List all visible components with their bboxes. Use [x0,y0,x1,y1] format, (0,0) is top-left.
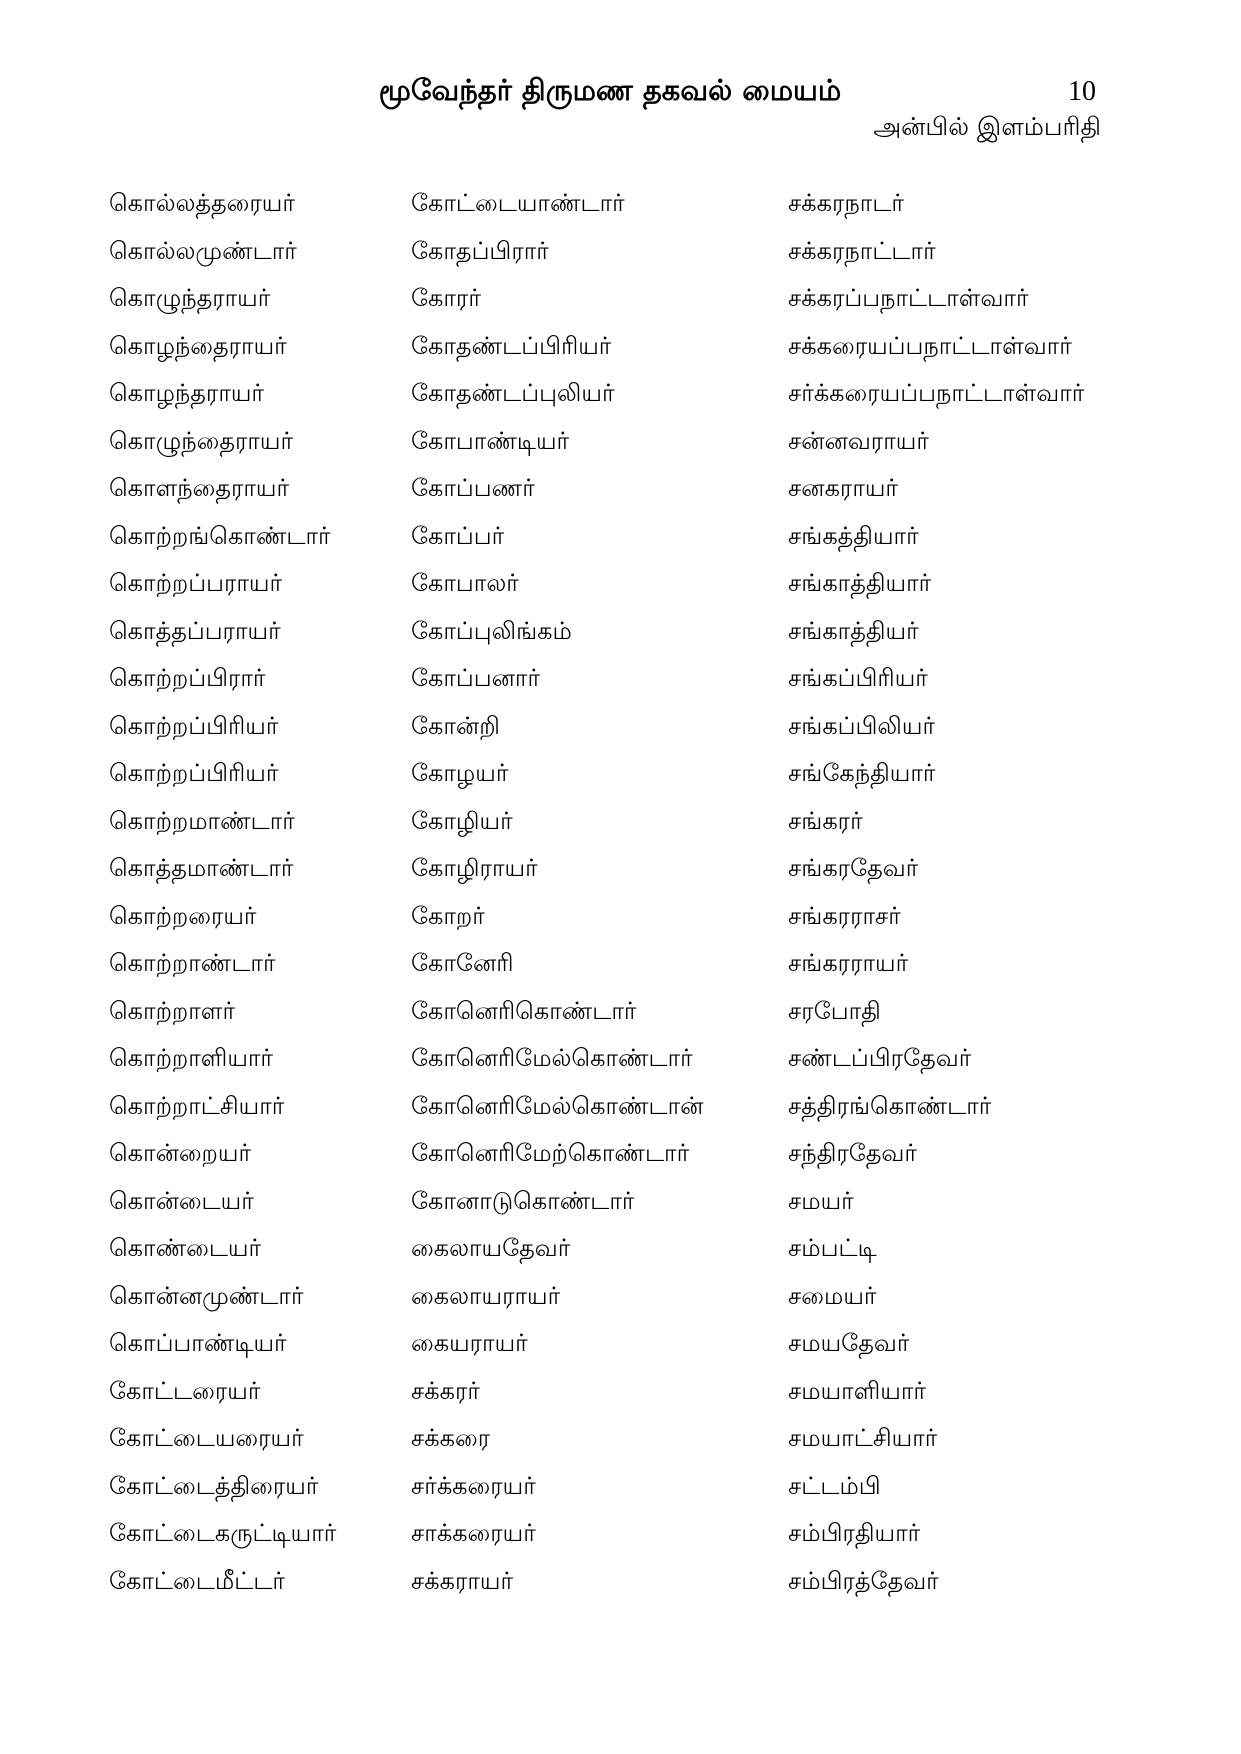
name-cell: கோனாடுகொண்டார் [411,1186,635,1215]
name-cell: சமையர் [788,1281,877,1310]
name-row [109,940,1219,988]
name-cell: கோழிராயர் [411,854,538,882]
name-cell: கொற்றங்கொண்டார் [109,521,331,550]
name-cell: சண்டப்பிரதேவர் [788,1044,972,1072]
name-cell: கோதப்பிரார் [411,236,549,265]
name-cell: சர்க்கரையப்பநாட்டாள்வார் [788,379,1085,407]
name-cell: கோப்புலிங்கம் [411,616,572,645]
name-row [109,1463,1219,1511]
name-row [109,418,1219,466]
name-cell: சங்கேந்தியார் [788,759,936,787]
name-cell: சங்காத்தியார் [788,569,932,597]
name-cell: கோட்டைத்திரையர் [109,1471,319,1500]
name-cell: சர்க்கரையர் [411,1471,536,1500]
name-row [109,1273,1219,1321]
name-cell: கொல்லமுண்டார் [109,236,297,265]
name-row [109,275,1219,323]
name-cell: கோனெரிமேற்கொண்டார் [411,1139,690,1167]
name-cell: சக்கரநாட்டார் [788,236,936,265]
name-cell: கோட்டையரையர் [109,1424,304,1452]
name-cell: சம்பிரத்தேவர் [788,1566,939,1595]
name-cell: கொற்றமாண்டார் [109,806,295,835]
name-cell: கொன்னமுண்டார் [109,1281,304,1310]
name-cell: கோனெரிமேல்கொண்டார் [411,1044,693,1072]
name-cell: கோபாண்டியர் [411,426,570,455]
name-table [109,180,1219,1605]
name-row [109,750,1219,798]
author-name: அன்பில் இளம்பரிதி [873,112,1101,141]
name-cell: கொழுந்தராயர் [109,284,271,312]
name-cell: சந்திரதேவர் [788,1139,917,1167]
name-cell: கோட்டைகருட்டியார் [109,1519,337,1547]
name-row [109,798,1219,846]
name-row [109,655,1219,703]
name-row [109,988,1219,1036]
name-row [109,608,1219,656]
name-cell: சக்கராயர் [411,1566,514,1595]
name-cell: கொழந்தைராயர் [109,331,287,360]
name-cell: சட்டம்பி [788,1471,881,1500]
name-cell: சக்கரையப்பநாட்டாள்வார் [788,331,1072,360]
name-row [109,370,1219,418]
name-row [109,1178,1219,1226]
name-cell: கோனெரிகொண்டார் [411,996,637,1025]
name-cell: சங்காத்தியர் [788,616,919,645]
name-cell: கொத்தப்பராயர் [109,616,281,645]
name-row [109,513,1219,561]
name-cell: கோனெரிமேல்கொண்டான் [411,1091,704,1120]
name-cell: சமயாட்சியார் [788,1424,938,1452]
name-cell: கோதண்டப்பிரியர் [411,331,612,360]
name-cell: கோப்பர் [411,521,505,550]
name-cell: கொப்பாண்டியர் [109,1329,287,1357]
name-row [109,893,1219,941]
name-cell: சங்கரர் [788,806,863,835]
name-row [109,323,1219,371]
page-number: 10 [1068,76,1096,107]
name-row [109,845,1219,893]
name-cell: கோழயர் [411,759,509,787]
name-cell: கொற்றாளியார் [109,1044,273,1072]
name-cell: சங்கப்பிலியர் [788,711,935,740]
name-row [109,1225,1219,1273]
name-row [109,1083,1219,1131]
name-row [109,1035,1219,1083]
name-cell: கொற்றப்பிரியர் [109,711,279,740]
name-cell: சங்கப்பிரியர் [788,664,928,692]
name-cell: சம்பட்டி [788,1234,877,1262]
name-cell: கொற்றப்பிரியர் [109,759,279,787]
name-cell: கோப்பணர் [411,474,535,502]
name-cell: கைலாயதேவர் [411,1234,571,1262]
name-row [109,1510,1219,1558]
name-cell: கொண்டையர் [109,1234,262,1262]
name-cell: சங்கரதேவர் [788,854,919,882]
name-cell: கொன்டையர் [109,1186,254,1215]
name-row [109,1558,1219,1606]
name-cell: கொற்றாளர் [109,996,235,1025]
name-cell: சமயதேவர் [788,1329,910,1357]
name-row [109,1415,1219,1463]
name-cell: கோட்டரையர் [109,1376,261,1405]
name-cell: சனகராயர் [788,474,898,502]
name-cell: சமயர் [788,1186,854,1215]
name-cell: சக்கரர் [411,1376,480,1405]
name-cell: கோறர் [411,901,485,930]
name-cell: சரபோதி [788,996,881,1025]
name-cell: கொளந்தைராயர் [109,474,290,502]
name-row [109,465,1219,513]
name-cell: கோதண்டப்புலியர் [411,379,615,407]
name-cell: கோனேரி [411,949,514,977]
name-row [109,1368,1219,1416]
name-cell: சக்கரப்பநாட்டாள்வார் [788,284,1029,312]
name-cell: கொல்லத்தரையர் [109,189,295,217]
name-cell: சங்கரராயர் [788,949,909,977]
name-cell: கோபாலர் [411,569,519,597]
page-title: மூவேந்தர் திருமண தகவல் மையம் [378,73,842,107]
name-cell: கோழியர் [411,806,513,835]
name-cell: கொற்றாண்டார் [109,949,276,977]
name-cell: கோட்டைமீட்டர் [109,1566,285,1595]
name-cell: கொற்றரையர் [109,901,257,930]
name-cell: சங்கரராசர் [788,901,901,930]
name-cell: கொற்றப்பராயர் [109,569,283,597]
name-cell: கொழுந்தைராயர் [109,426,294,455]
name-cell: கொத்தமாண்டார் [109,854,294,882]
name-cell: சக்கரநாடர் [788,189,904,217]
name-row [109,703,1219,751]
name-row [109,180,1219,228]
name-cell: கோட்டையாண்டார் [411,189,625,217]
name-cell: சமயாளியார் [788,1376,926,1405]
name-cell: கோன்றி [411,711,500,740]
name-row [109,1130,1219,1178]
name-row [109,560,1219,608]
name-row [109,228,1219,276]
name-cell: கையராயர் [411,1329,528,1357]
name-cell: சங்கத்தியார் [788,521,919,550]
name-cell: சத்திரங்கொண்டார் [788,1091,992,1120]
name-cell: சம்பிரதியார் [788,1519,921,1547]
name-cell: கொற்றாட்சியார் [109,1091,285,1120]
name-cell: கைலாயராயர் [411,1281,561,1310]
name-cell: கோரர் [411,284,481,312]
name-cell: சக்கரை [411,1424,491,1452]
name-row [109,1320,1219,1368]
name-cell: கொன்றையர் [109,1139,252,1167]
name-cell: சாக்கரையர் [411,1519,536,1547]
name-cell: சன்னவராயர் [788,426,929,455]
name-cell: கொழந்தராயர் [109,379,264,407]
name-cell: கொற்றப்பிரார் [109,664,266,692]
name-cell: கோப்பனார் [411,664,540,692]
